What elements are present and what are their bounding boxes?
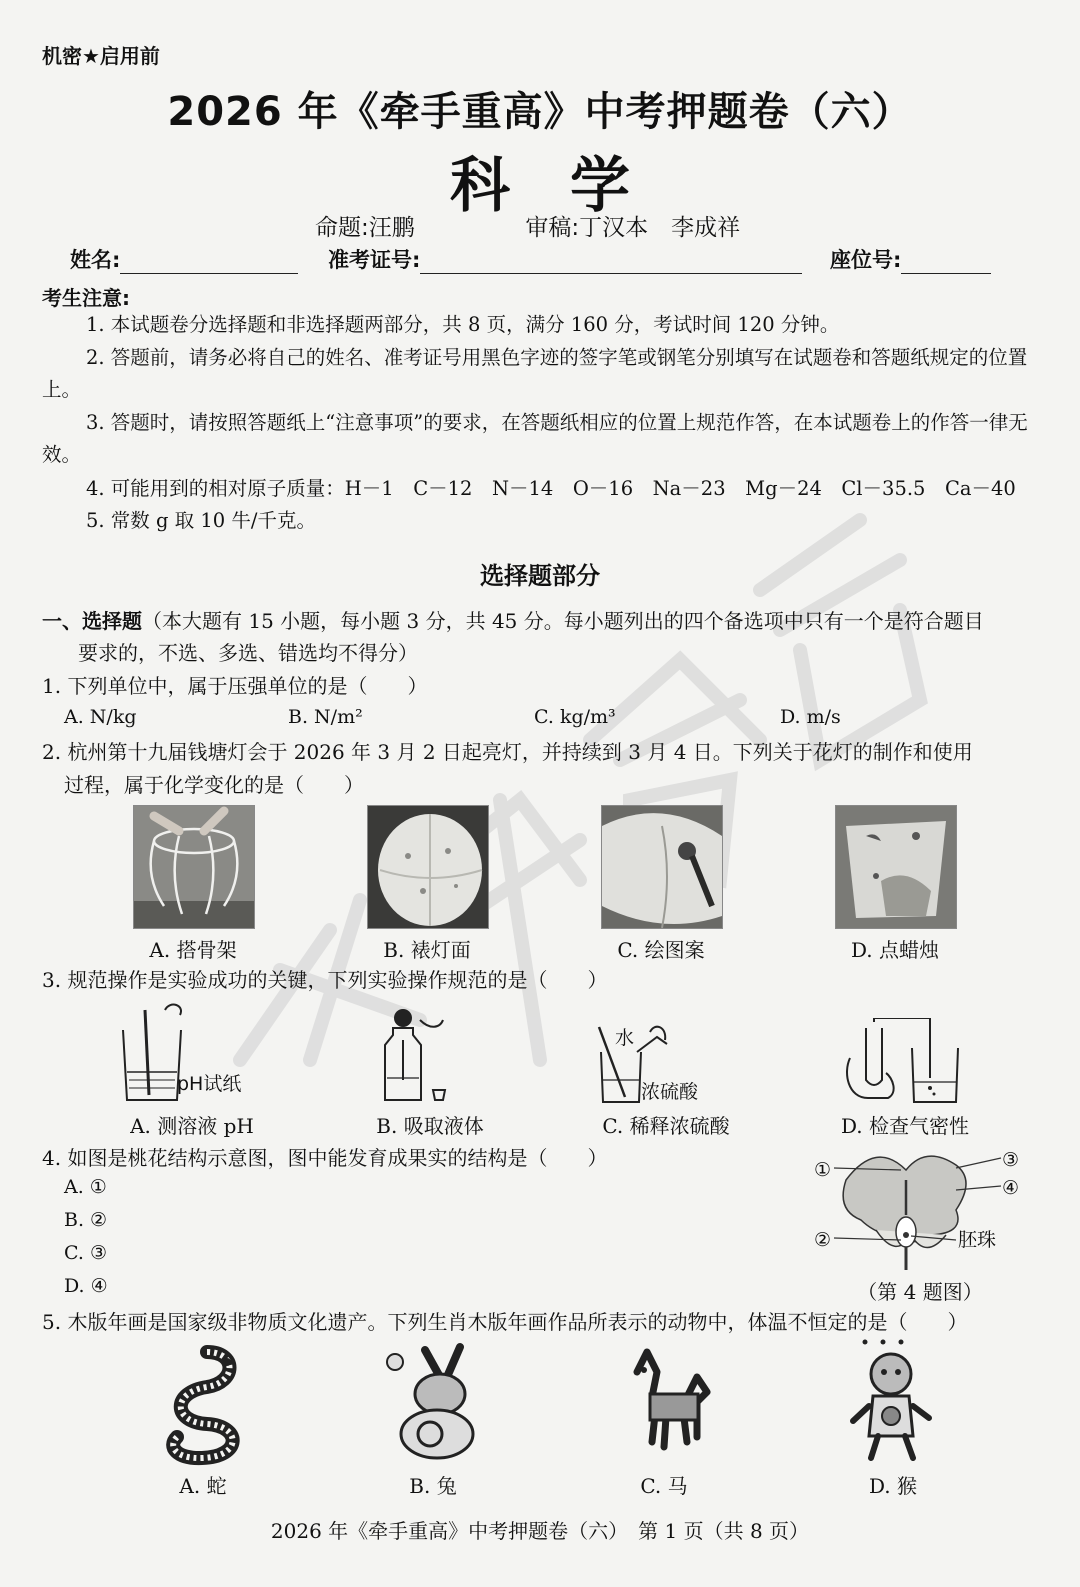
label-2: ② bbox=[814, 1229, 832, 1251]
q4-option-a[interactable]: A. ① bbox=[64, 1176, 107, 1198]
q3-option-d[interactable]: D. 检查气密性 bbox=[840, 1114, 970, 1138]
id-blank[interactable] bbox=[420, 251, 802, 274]
ph-test-diagram bbox=[115, 1000, 255, 1108]
horse-woodcut bbox=[612, 1342, 712, 1466]
lantern-surface-photo bbox=[367, 805, 489, 929]
name-field[interactable] bbox=[70, 244, 298, 274]
notice-item: 1. 本试题卷分选择题和非选择题两部分，共 8 页，满分 160 分，考试时间 120 分钟。 bbox=[86, 313, 840, 336]
exam-title: 2026 年《牵手重高》中考押题卷（六） bbox=[167, 89, 913, 135]
label-4: ④ bbox=[1002, 1177, 1020, 1199]
notice-item: 2. 答题前，请务必将自己的姓名、准考证号用黑色字迹的签字笔或钢笔分别填写在试题卷和答题纸规定的位置上。 bbox=[42, 346, 1028, 401]
q2-option-c[interactable]: C. 绘图案 bbox=[617, 938, 705, 962]
acid-dilution-diagram bbox=[595, 1022, 715, 1108]
reviewer: 审稿:丁汉本 李成祥 bbox=[525, 215, 741, 241]
page-footer: 2026 年《牵手重高》中考押题卷（六） 第 1 页（共 8 页） bbox=[270, 1519, 810, 1543]
rabbit-woodcut bbox=[385, 1342, 485, 1466]
author: 命题:汪鹏 bbox=[315, 215, 415, 241]
q1-stem: 1. 下列单位中，属于压强单位的是（ ） bbox=[42, 674, 428, 698]
q3-option-b[interactable]: B. 吸取液体 bbox=[376, 1114, 484, 1138]
q5-option-d[interactable]: D. 猴 bbox=[868, 1474, 918, 1498]
notice-item: 5. 常数 g 取 10 牛/千克。 bbox=[86, 509, 316, 532]
label-3: ③ bbox=[1002, 1149, 1020, 1171]
id-field[interactable] bbox=[328, 244, 802, 274]
seat-blank[interactable] bbox=[901, 251, 991, 274]
q2-option-b[interactable]: B. 裱灯面 bbox=[383, 938, 471, 962]
ph-paper-label: pH试纸 bbox=[177, 1073, 242, 1095]
q1-option-b[interactable]: B. N/m² bbox=[288, 706, 363, 728]
airtightness-diagram bbox=[838, 1018, 968, 1108]
q4-option-c[interactable]: C. ③ bbox=[64, 1242, 107, 1264]
q4-option-b[interactable]: B. ② bbox=[64, 1209, 108, 1231]
ovule-label: 胚珠 bbox=[958, 1229, 997, 1251]
seat-label: 座位号: bbox=[830, 248, 902, 272]
q4-stem: 4. 如图是桃花结构示意图，图中能发育成果实的结构是（ ） bbox=[42, 1146, 608, 1170]
q1-option-c[interactable]: C. kg/m³ bbox=[534, 706, 616, 728]
notice-heading: 考生注意: bbox=[42, 286, 130, 310]
q1-option-a[interactable]: A. N/kg bbox=[64, 706, 137, 728]
authors-line bbox=[315, 209, 748, 242]
part1-desc-2: 要求的，不选、多选、错选均不得分） bbox=[78, 641, 418, 665]
q2-stem-2: 过程，属于化学变化的是（ ） bbox=[64, 773, 364, 797]
part1-heading: 一、选择题 bbox=[42, 609, 142, 633]
lantern-painting-photo bbox=[601, 805, 723, 929]
peach-flower-diagram bbox=[806, 1140, 1036, 1270]
seat-field[interactable] bbox=[830, 244, 991, 274]
confidential-label: 机密★启用前 bbox=[42, 44, 160, 68]
q3-stem: 3. 规范操作是实验成功的关键，下列实验操作规范的是（ ） bbox=[42, 968, 608, 992]
notice-item: 3. 答题时，请按照答题纸上“注意事项”的要求，在答题纸相应的位置上规范作答，在本试题卷上的作答一律无效。 bbox=[42, 411, 1028, 466]
acid-label: 浓硫酸 bbox=[641, 1081, 699, 1103]
section-title: 选择题部分 bbox=[480, 562, 600, 590]
q5-option-b[interactable]: B. 兔 bbox=[409, 1474, 457, 1498]
id-label: 准考证号: bbox=[328, 248, 421, 272]
q4-figure-caption: （第 4 题图） bbox=[857, 1280, 983, 1304]
water-label: 水 bbox=[615, 1027, 635, 1049]
dropper-diagram bbox=[375, 1000, 485, 1108]
name-label: 姓名: bbox=[70, 248, 121, 272]
watermark bbox=[160, 500, 940, 1120]
q3-option-c[interactable]: C. 稀释浓硫酸 bbox=[602, 1114, 730, 1138]
q5-option-a[interactable]: A. 蛇 bbox=[179, 1474, 227, 1498]
part1-desc bbox=[42, 605, 1032, 637]
subject-title: 科学 bbox=[450, 151, 690, 221]
q2-option-d[interactable]: D. 点蜡烛 bbox=[850, 938, 940, 962]
label-1: ① bbox=[814, 1159, 832, 1181]
snake-woodcut bbox=[152, 1342, 252, 1466]
q4-option-d[interactable]: D. ④ bbox=[64, 1275, 108, 1297]
q2-stem-1: 2. 杭州第十九届钱塘灯会于 2026 年 3 月 2 日起亮灯，并持续到 3 月 4 日。下列关于花灯的制作和使用 bbox=[42, 740, 973, 764]
monkey-woodcut bbox=[843, 1336, 943, 1466]
q1-option-d[interactable]: D. m/s bbox=[780, 706, 841, 728]
part1-desc-1: （本大题有 15 小题，每小题 3 分，共 45 分。每小题列出的四个备选项中只有一个是符合题目 bbox=[142, 609, 984, 633]
lantern-frame-photo bbox=[133, 805, 255, 929]
q5-stem: 5. 木版年画是国家级非物质文化遗产。下列生肖木版年画作品所表示的动物中，体温不恒定的是（ ） bbox=[42, 1310, 968, 1334]
q2-option-a[interactable]: A. 搭骨架 bbox=[149, 938, 237, 962]
notice-item: 4. 可能用到的相对原子质量：H－1 C－12 N－14 O－16 Na－23 Mg－24 Cl－35.5 Ca－40 bbox=[86, 477, 1016, 500]
q3-option-a[interactable]: A. 测溶液 pH bbox=[130, 1114, 254, 1138]
name-blank[interactable] bbox=[120, 251, 298, 274]
lantern-candle-photo bbox=[835, 805, 957, 929]
q5-option-c[interactable]: C. 马 bbox=[640, 1474, 688, 1498]
